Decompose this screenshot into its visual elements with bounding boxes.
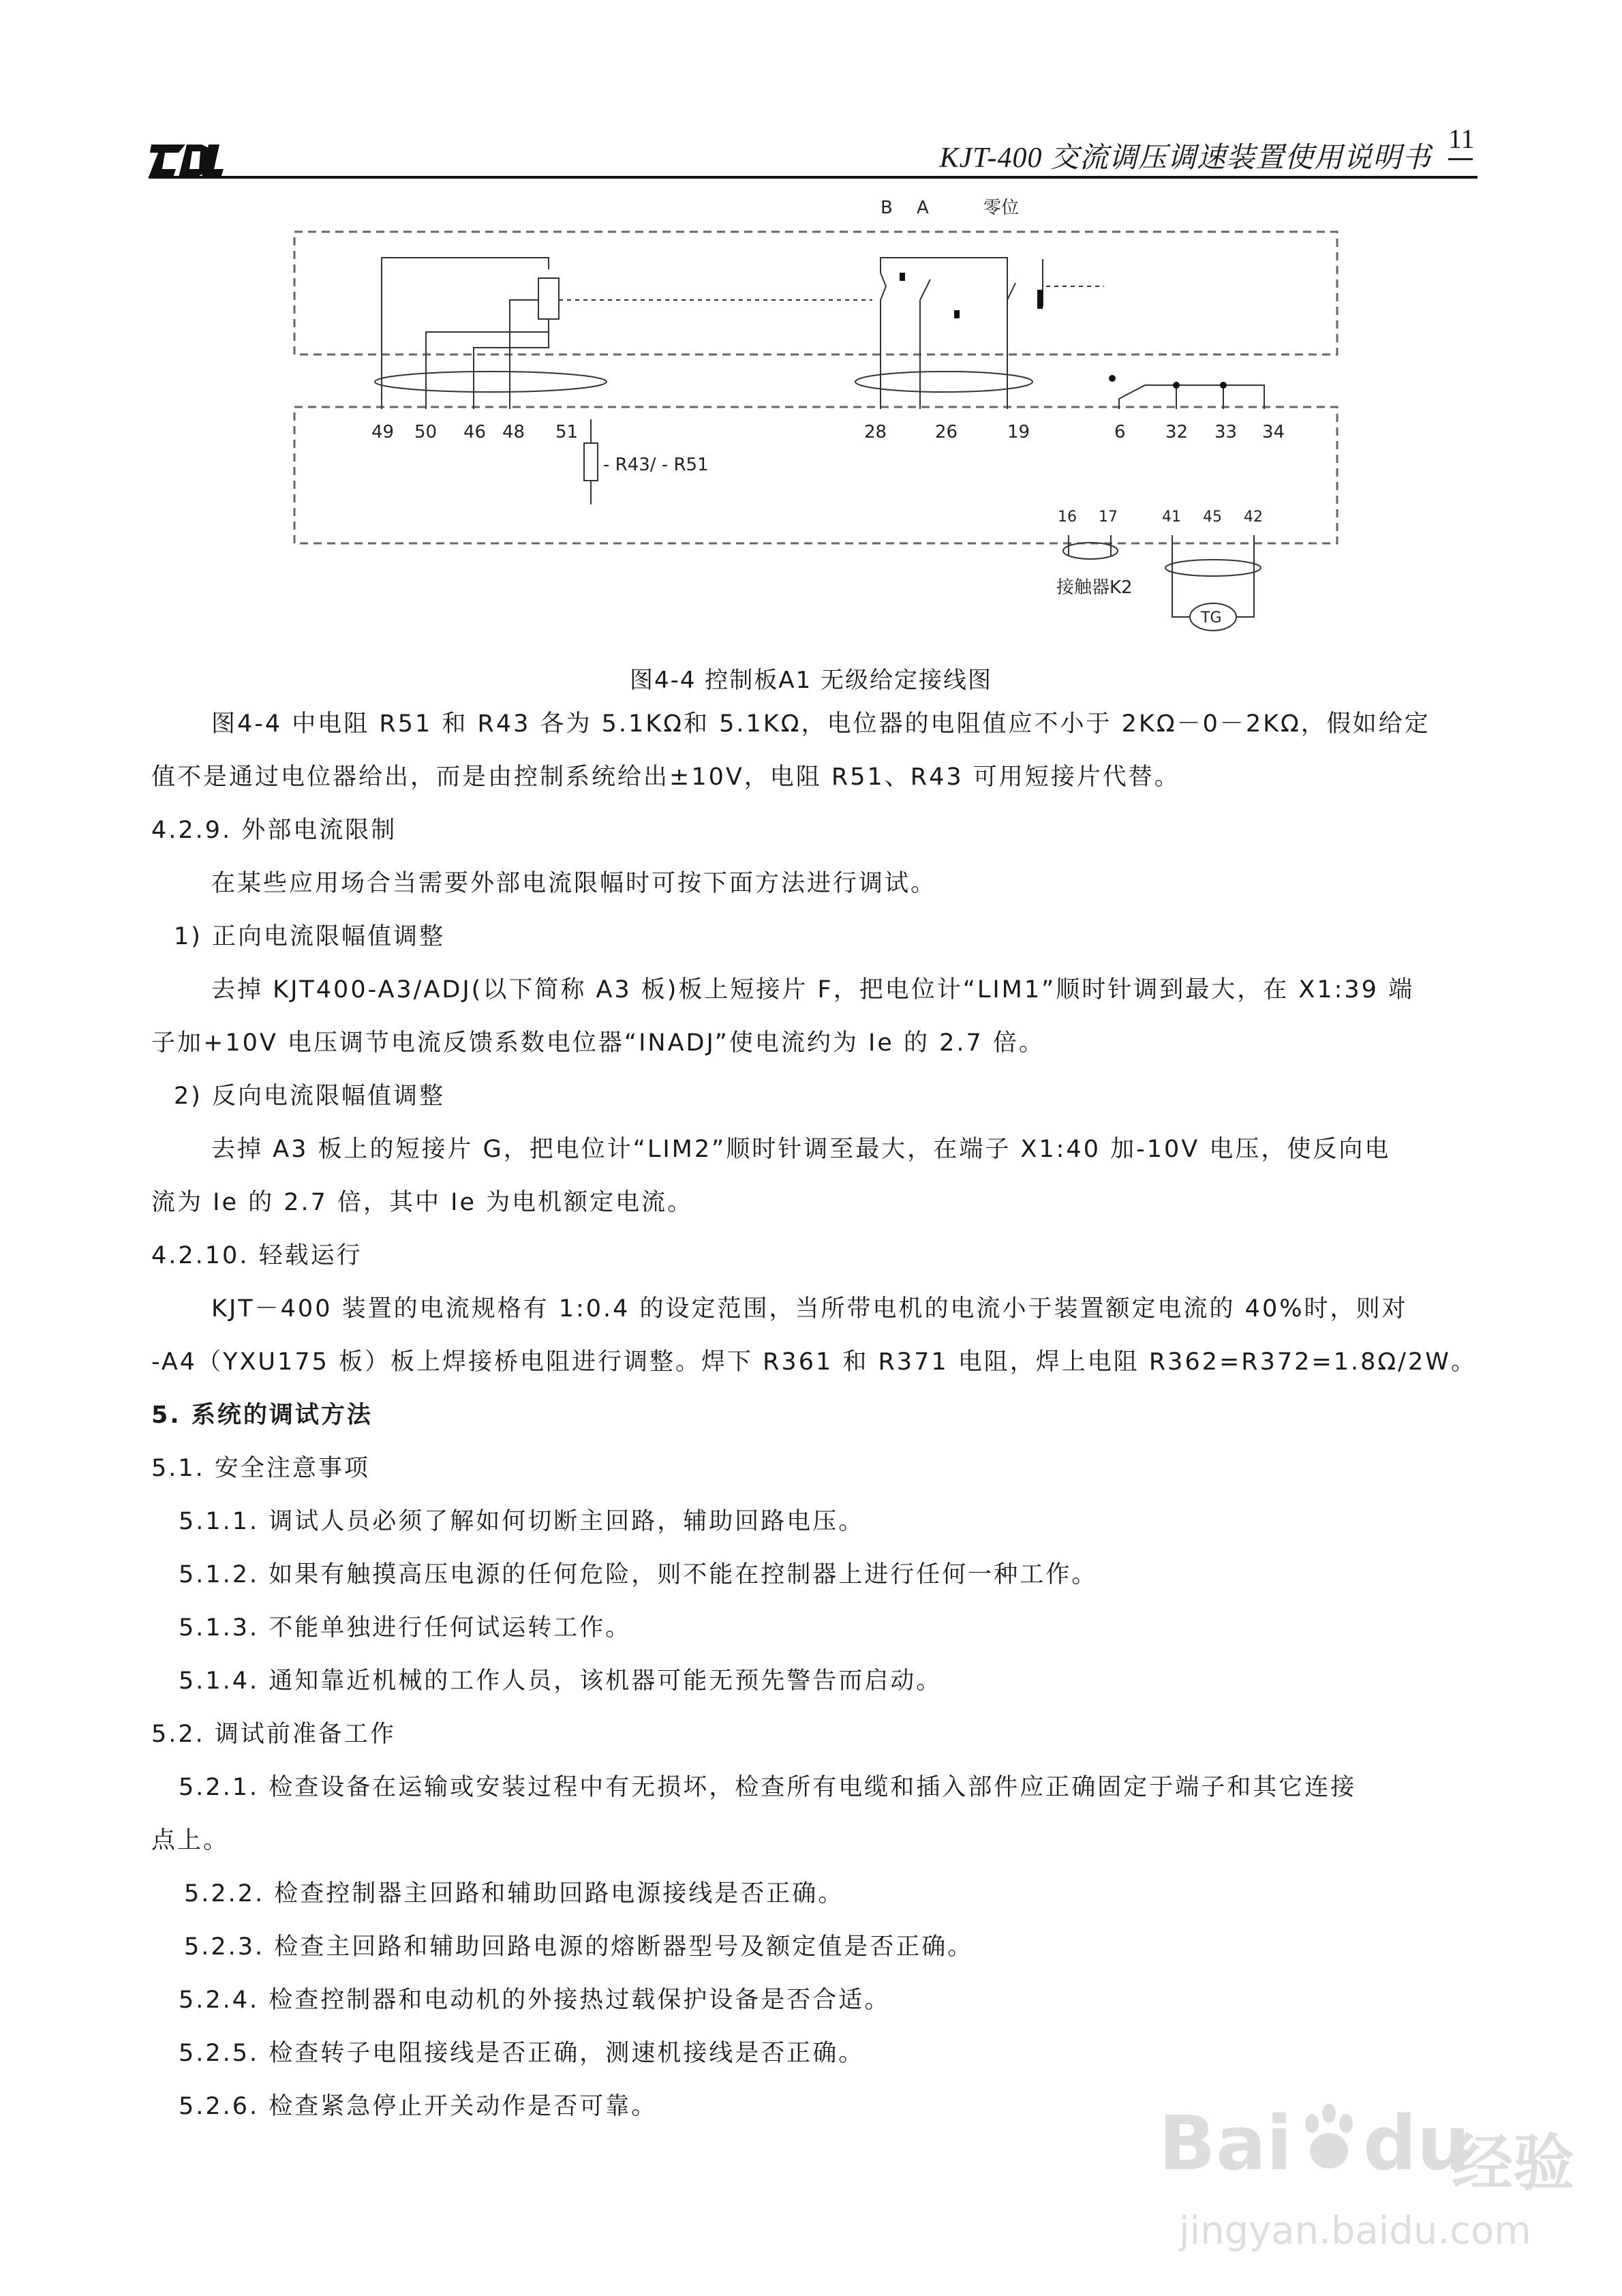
terminal-17: 17 [1099, 509, 1118, 526]
watermark-brand: Bai [1159, 2100, 1292, 2187]
baidu-watermark [1159, 2072, 1581, 2277]
section-4-2-9: 4.2.9. 外部电流限制 [151, 817, 397, 844]
terminal-19: 19 [1007, 422, 1030, 442]
contactor-label: 接触器K2 [1056, 577, 1133, 598]
para-6: 子加+10V 电压调节电流反馈系数电位器“INADJ”使电流约为 Ie 的 2.7 倍。 [151, 1029, 1045, 1057]
terminal-48: 48 [502, 422, 525, 442]
item-5-1-3: 5.1.3. 不能单独进行任何试运转工作。 [179, 1614, 632, 1642]
figure-caption: 图4-4 控制板A1 无级给定接线图 [629, 667, 993, 694]
item-5-2-6: 5.2.6. 检查紧急停止开关动作是否可靠。 [179, 2093, 658, 2120]
item-5-1-4: 5.1.4. 通知靠近机械的工作人员，该机器可能无预先警告而启动。 [179, 1667, 943, 1695]
para-9: 流为 Ie 的 2.7 倍，其中 Ie 为电机额定电流。 [151, 1189, 694, 1216]
item-5-2-1: 5.2.1. 检查设备在运输或安装过程中有无损坏，检查所有电缆和插入部件应正确固定于端子和其它连接 [179, 1774, 1357, 1801]
section-5-1: 5.1. 安全注意事项 [151, 1455, 370, 1482]
section-5: 5. 系统的调试方法 [151, 1402, 373, 1429]
label-a: A [917, 198, 929, 218]
item-5-1-1: 5.1.1. 调试人员必须了解如何切断主回路，辅助回路电压。 [179, 1508, 865, 1535]
terminal-51: 51 [555, 422, 579, 442]
para-3: 在某些应用场合当需要外部电流限幅时可按下面方法进行调试。 [211, 870, 937, 897]
para-5: 去掉 KJT400-A3/ADJ(以下简称 A3 板)板上短接片 F，把电位计“LIM1”顺时针调到最大，在 X1:39 端 [211, 976, 1415, 1003]
item-5-2-4: 5.2.4. 检查控制器和电动机的外接热过载保护设备是否合适。 [179, 1987, 891, 2014]
para-0: 图4-4 中电阻 R51 和 R43 各为 5.1KΩ和 5.1KΩ，电位器的电阻值应不小于 2KΩ－0－2KΩ，假如给定 [211, 710, 1430, 738]
watermark-brand2: du [1363, 2100, 1471, 2187]
company-logo [149, 142, 224, 180]
label-b: B [881, 198, 893, 218]
header-rule [149, 176, 1478, 179]
item-2: 2) 反向电流限幅值调整 [174, 1083, 446, 1110]
document-title: KJT-400 交流调压调速装置使用说明书 [939, 142, 1431, 174]
para-1: 值不是通过电位器给出，而是由控制系统给出±10V，电阻 R51、R43 可用短接片代替。 [151, 764, 1180, 791]
terminal-42: 42 [1244, 509, 1263, 526]
para-21: 点上。 [151, 1827, 230, 1854]
section-4-2-10: 4.2.10. 轻载运行 [151, 1242, 363, 1269]
terminal-28: 28 [864, 422, 887, 442]
terminal-6: 6 [1114, 422, 1126, 442]
terminal-34: 34 [1262, 422, 1285, 442]
para-12: -A4（YXU175 板）板上焊接桥电阻进行调整。焊下 R361 和 R371 电阻，焊上电阻 R362=R372=1.8Ω/2W。 [151, 1348, 1477, 1376]
terminal-16: 16 [1058, 509, 1077, 526]
page-number: 11 [1448, 123, 1475, 154]
item-5-2-2: 5.2.2. 检查控制器主回路和辅助回路电源接线是否正确。 [184, 1880, 844, 1907]
para-11: KJT－400 装置的电流规格有 1:0.4 的设定范围，当所带电机的电流小于装置额定电流的 40%时，则对 [211, 1295, 1408, 1323]
terminal-50: 50 [414, 422, 438, 442]
paw-icon [1298, 2100, 1360, 2175]
watermark-cn: 经验 [1452, 2128, 1574, 2199]
terminal-46: 46 [463, 422, 487, 442]
para-8: 去掉 A3 板上的短接片 G，把电位计“LIM2”顺时针调至最大，在端子 X1:40 加-10V 电压，使反向电 [211, 1136, 1391, 1163]
terminal-32: 32 [1165, 422, 1189, 442]
terminal-41: 41 [1162, 509, 1181, 526]
item-5-2-5: 5.2.5. 检查转子电阻接线是否正确，测速机接线是否正确。 [179, 2040, 865, 2067]
label-zero: 零位 [983, 198, 1020, 218]
item-5-1-2: 5.1.2. 如果有触摸高压电源的任何危险，则不能在控制器上进行任何一种工作。 [179, 1561, 1098, 1588]
tg-label: TG [1201, 609, 1222, 626]
wiring-diagram [0, 184, 1622, 654]
item-1: 1) 正向电流限幅值调整 [174, 923, 446, 950]
page-number-underline [1448, 158, 1473, 160]
item-5-2-3: 5.2.3. 检查主回路和辅助回路电源的熔断器型号及额定值是否正确。 [184, 1933, 974, 1961]
terminal-33: 33 [1214, 422, 1238, 442]
watermark-url: jingyan.baidu.com [1179, 2209, 1531, 2253]
terminal-45: 45 [1203, 509, 1222, 526]
resistor-label: - R43/ - R51 [603, 455, 709, 475]
terminal-26: 26 [935, 422, 958, 442]
terminal-49: 49 [371, 422, 395, 442]
section-5-2: 5.2. 调试前准备工作 [151, 1721, 396, 1748]
